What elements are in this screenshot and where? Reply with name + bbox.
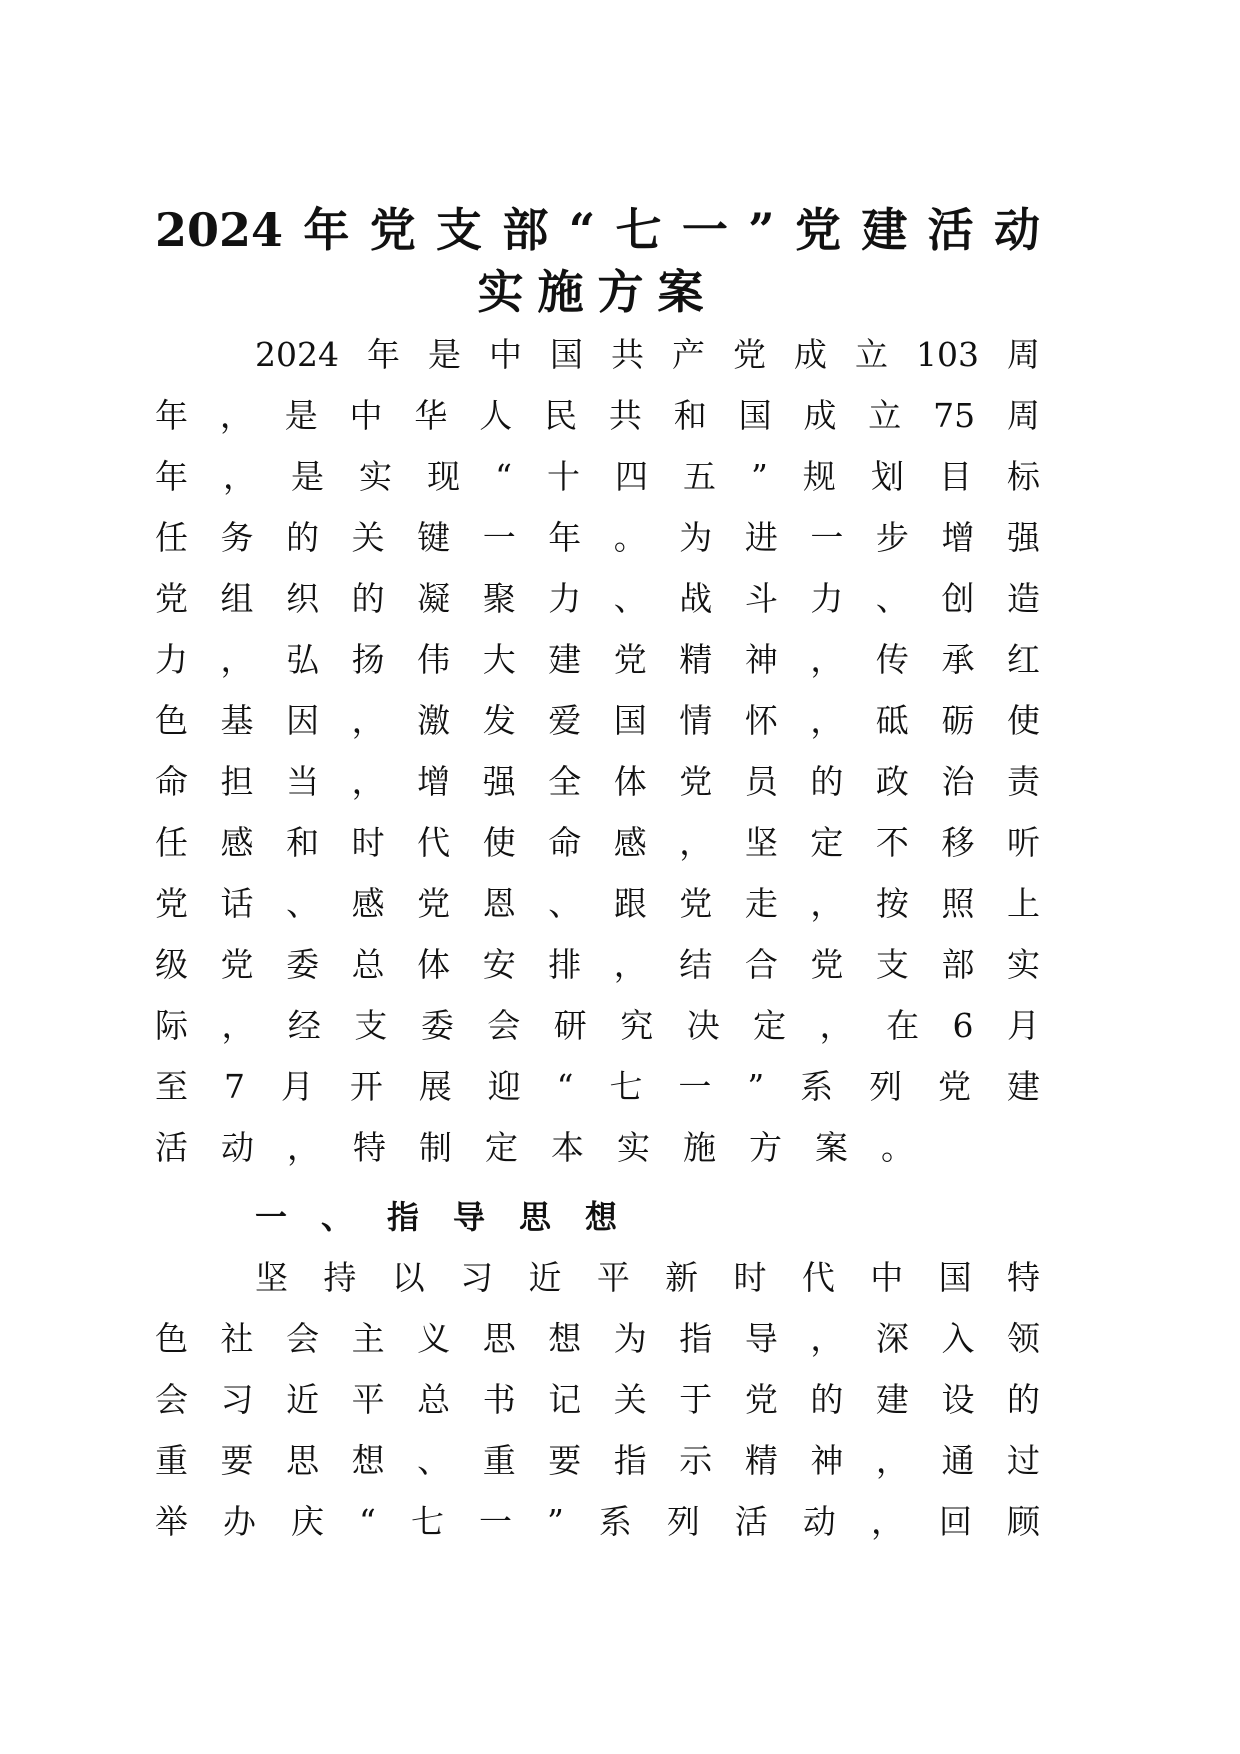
intro-paragraph-line: 任务的关键一年。为进一步增强 bbox=[155, 518, 1040, 557]
intro-paragraph-line: 2024年是中国共产党成立103周 bbox=[255, 335, 1040, 374]
intro-paragraph-line: 级党委总体安排，结合党支部实 bbox=[155, 945, 1040, 984]
intro-paragraph-line: 力，弘扬伟大建党精神，传承红 bbox=[155, 640, 1040, 679]
intro-paragraph-line: 际，经支委会研究决定，在6月 bbox=[155, 1006, 1040, 1045]
intro-paragraph-line: 活动，特制定本实施方案。 bbox=[155, 1128, 947, 1167]
intro-paragraph-line: 党话、感党恩、跟党走，按照上 bbox=[155, 884, 1040, 923]
intro-paragraph-line: 至7月开展迎“七一”系列党建 bbox=[155, 1067, 1040, 1106]
intro-paragraph-line: 任感和时代使命感，坚定不移听 bbox=[155, 823, 1040, 862]
section-paragraph-line: 坚持以习近平新时代中国特 bbox=[255, 1258, 1040, 1297]
intro-paragraph-line: 年，是中华人民共和国成立75周 bbox=[155, 396, 1040, 435]
intro-paragraph-line: 党组织的凝聚力、战斗力、创造 bbox=[155, 579, 1040, 618]
section-paragraph-line: 重要思想、重要指示精神，通过 bbox=[155, 1441, 1040, 1480]
intro-paragraph-line: 命担当，增强全体党员的政治责 bbox=[155, 762, 1040, 801]
section-heading-guiding-ideology: 一、指导思想 bbox=[255, 1198, 652, 1236]
section-paragraph-line: 举办庆“七一”系列活动，回顾 bbox=[155, 1502, 1040, 1541]
intro-paragraph-line: 年，是实现“十四五”规划目标 bbox=[155, 457, 1040, 496]
intro-paragraph-line: 色基因，激发爱国情怀，砥砺使 bbox=[155, 701, 1040, 740]
document-title-line-1: 2024年党支部“七一”党建活动 bbox=[155, 203, 1040, 257]
section-paragraph-line: 色社会主义思想为指导，深入领 bbox=[155, 1319, 1040, 1358]
document-title-line-2: 实施方案 bbox=[477, 265, 718, 319]
section-paragraph-line: 会习近平总书记关于党的建设的 bbox=[155, 1380, 1040, 1419]
